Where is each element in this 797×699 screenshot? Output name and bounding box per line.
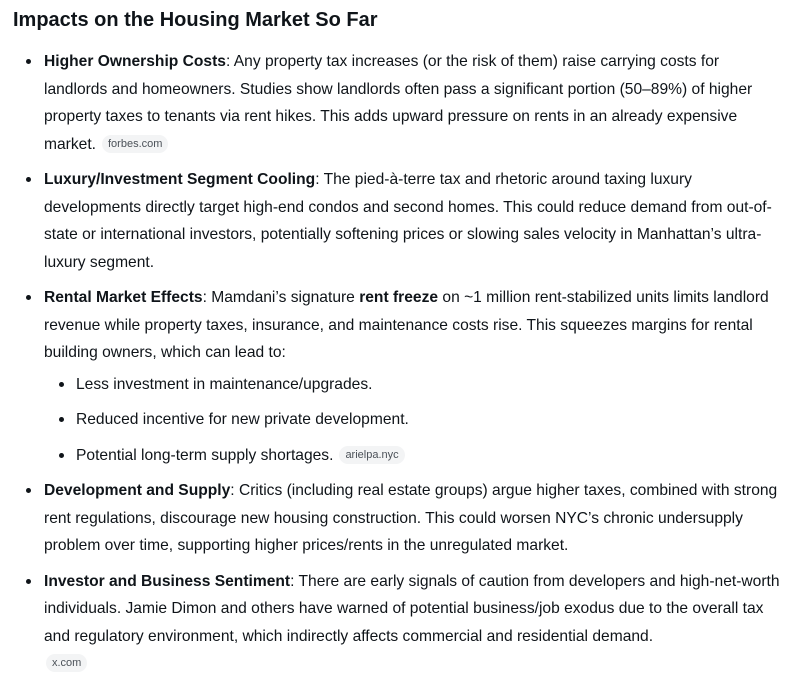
sub-item-text: Reduced incentive for new private development.	[76, 411, 409, 428]
item-heading: Higher Ownership Costs	[44, 53, 226, 70]
impacts-list	[0, 48, 797, 686]
sub-item-text: Less investment in maintenance/upgrades.	[76, 375, 373, 393]
item-text: : Critics (including real estate groups) argue higher taxes, combined with strong rent regulations, discourage new housing construction. This could worsen NYC’s chronic undersupply problem over time, supporting higher prices/rents in the unregulated market.	[44, 482, 778, 554]
item-heading: Development and Supply	[44, 482, 231, 499]
item-emphasis: rent freeze	[359, 289, 439, 306]
list-item-development-supply	[0, 477, 797, 560]
item-heading: Investor and Business Sentiment	[44, 572, 291, 590]
item-heading: Luxury/Investment Segment Cooling	[44, 171, 316, 188]
sub-list-item	[44, 406, 781, 434]
source-chip-forbes[interactable]: forbes.com	[102, 135, 168, 153]
section-heading: Impacts on the Housing Market So Far	[13, 9, 378, 31]
item-text: : There are early signals of caution from developers and high-net-worth individuals. Jamie Dimon and others have warned of potential business/job exodus due to the overall tax and regulatory environment, which indirectly affects commercial and residential demand.	[44, 572, 780, 645]
item-text: : Any property tax increases (or the risk of them) raise carrying costs for landlords and homeowners. Studies show landlords often pass a significant portion (50–89%) of higher property taxes to tenants via rent hikes. This adds upward pressure on rents in an already expensive market.	[44, 53, 753, 153]
list-item-luxury-segment	[0, 166, 797, 276]
sub-item-text: Potential long-term supply shortages.	[76, 446, 334, 464]
source-chip-arielpa[interactable]: arielpa.nyc	[339, 446, 404, 464]
item-heading: Rental Market Effects	[44, 289, 203, 306]
item-text: : The pied-à-terre tax and rhetoric around taxing luxury developments directly target high-end condos and second homes. This could reduce demand from out-of-state or international investors, potentially softening prices or slowing sales velocity in Manhattan’s ultra-luxury segment.	[44, 171, 772, 271]
sub-list-item	[44, 442, 781, 470]
source-chip-x[interactable]: x.com	[46, 654, 87, 672]
list-item-investor-sentiment	[0, 568, 797, 678]
rental-effects-sublist	[44, 371, 781, 470]
sub-list-item	[44, 371, 781, 399]
item-text: on ~1 million rent-stabilized units limits landlord revenue while property taxes, insurance, and maintenance costs rise. This squeezes margins for rental building owners, which can lead to:	[44, 289, 769, 361]
list-item-ownership-costs	[0, 48, 797, 158]
list-item-rental-market	[0, 284, 797, 469]
item-text: : Mamdani’s signature	[202, 289, 360, 306]
